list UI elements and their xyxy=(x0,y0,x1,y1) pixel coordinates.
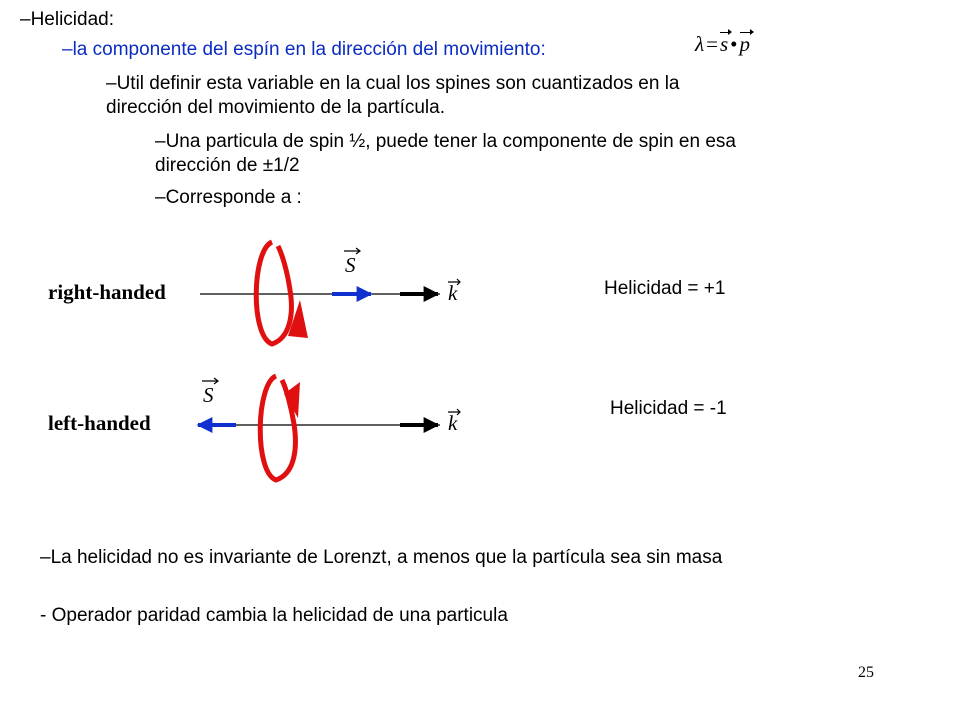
bullet-util-line2: dirección del movimiento de la partícula. xyxy=(106,97,446,118)
right-rotation-ring xyxy=(256,242,291,344)
bullet-particula-line2: dirección de ±1/2 xyxy=(155,155,300,176)
right-spin-symbol: S xyxy=(345,253,356,277)
helicity-left-value: Helicidad = -1 xyxy=(610,398,727,419)
formula-spin-vector: s xyxy=(719,32,729,56)
right-momentum-symbol: k xyxy=(448,281,458,305)
left-momentum-symbol: k xyxy=(448,411,458,435)
helicity-formula xyxy=(695,30,750,58)
formula-dot: • xyxy=(730,32,738,56)
bullet-lorentz: –La helicidad no es invariante de Lorenzt, a menos que la partícula sea sin masa xyxy=(40,547,723,568)
helicity-right-value: Helicidad = +1 xyxy=(604,278,726,299)
bullet-helicidad: –Helicidad: xyxy=(20,9,114,30)
bullet-componente-espin: –la componente del espín en la dirección del movimiento: xyxy=(62,39,546,60)
right-handed-label: right-handed xyxy=(48,280,166,304)
bullet-corresponde: –Corresponde a : xyxy=(155,187,302,208)
formula-equals: = xyxy=(706,32,718,56)
page-number: 25 xyxy=(858,664,874,681)
bullet-paridad: - Operador paridad cambia la helicidad de una particula xyxy=(40,605,508,626)
formula-momentum-vector: p xyxy=(739,32,750,56)
left-spin-symbol: S xyxy=(203,383,214,407)
bullet-util-line1: –Util definir esta variable en la cual los spines son cuantizados en la xyxy=(106,73,680,94)
left-handed-label: left-handed xyxy=(48,411,151,435)
helicity-diagram xyxy=(40,228,500,490)
formula-lambda: λ xyxy=(695,32,705,56)
bullet-particula-line1: –Una particula de spin ½, puede tener la componente de spin en esa xyxy=(155,131,736,152)
